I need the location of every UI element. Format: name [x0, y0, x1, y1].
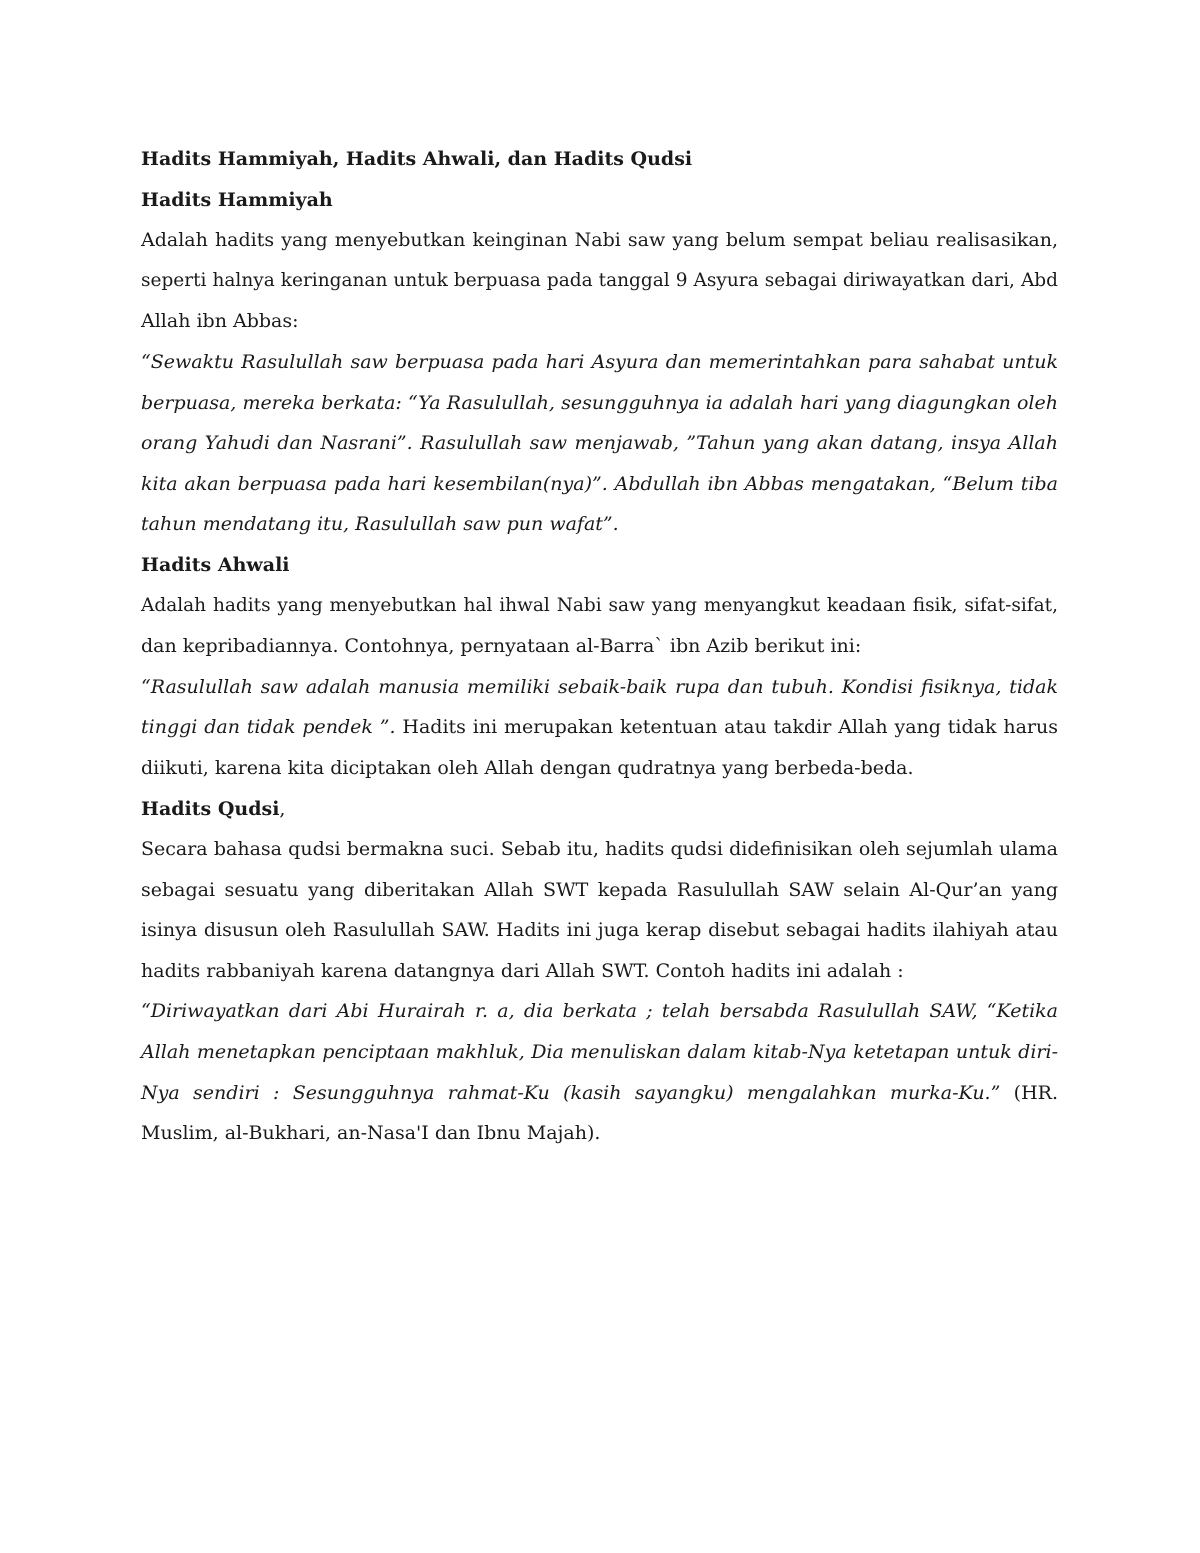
- qudsi-body-line: isinya disusun oleh Rasulullah SAW. Hadits ini juga kerap disebut sebagai hadits ilahiyah atau: [141, 919, 1058, 942]
- hammiyah-quote-line: “Sewaktu Rasulullah saw berpuasa pada hari Asyura dan memerintahkan para sahabat untuk: [141, 350, 1058, 373]
- heading-qudsi-line: [141, 789, 1058, 830]
- hammiyah-body-line: seperti halnya keringanan untuk berpuasa pada tanggal 9 Asyura sebagai diriwayatkan dari, Abd: [141, 269, 1058, 291]
- ahwali-body-line: dan kepribadiannya. Contohnya, pernyataan al-Barra` ibn Azib berikut ini:: [141, 635, 862, 658]
- hammiyah-quote-line: tahun mendatang itu, Rasulullah saw pun wafat”.: [141, 513, 619, 536]
- ahwali-mixed-line: [141, 707, 1058, 748]
- qudsi-body-line: sebagai sesuatu yang diberitakan Allah SWT kepada Rasulullah SAW selain Al-Qur’an yang: [141, 878, 1058, 901]
- qudsi-mixed-line: [141, 1073, 1058, 1114]
- qudsi-citation-start: (HR.: [1000, 1081, 1058, 1104]
- document-title: Hadits Hammiyah, Hadits Ahwali, dan Hadits Qudsi: [141, 148, 693, 170]
- qudsi-quote-line: “Diriwayatkan dari Abi Hurairah r. a, dia berkata ; telah bersabda Rasulullah SAW, “Ketika: [141, 1000, 1058, 1023]
- hammiyah-body-line: Allah ibn Abbas:: [141, 310, 299, 333]
- ahwali-body-line: diikuti, karena kita diciptakan oleh Allah dengan qudratnya yang berbeda-beda.: [141, 756, 914, 779]
- qudsi-quote-line: Allah menetapkan penciptaan makhluk, Dia menuliskan dalam kitab-Nya ketetapan untuk diri-: [141, 1041, 1058, 1064]
- ahwali-body-line: Adalah hadits yang menyebutkan hal ihwal Nabi saw yang menyangkut keadaan fisik, sifat-sifat,: [141, 594, 1058, 616]
- hammiyah-quote-line: kita akan berpuasa pada hari kesembilan(nya)”. Abdullah ibn Abbas mengatakan, “Belum tiba: [141, 472, 1058, 495]
- qudsi-body-line: hadits rabbaniyah karena datangnya dari Allah SWT. Contoh hadits ini adalah :: [141, 959, 904, 982]
- hammiyah-quote-line: berpuasa, mereka berkata: “Ya Rasulullah, sesungguhnya ia adalah hari yang diagungkan oleh: [141, 391, 1058, 414]
- ahwali-quote-end: tinggi dan tidak pendek ”.: [141, 716, 396, 739]
- document-page: [141, 139, 1058, 1154]
- hammiyah-quote-line: orang Yahudi dan Nasrani”. Rasulullah saw menjawab, ”Tahun yang akan datang, insya Allah: [141, 432, 1058, 455]
- ahwali-comment: Hadits ini merupakan ketentuan atau takdir Allah yang tidak harus: [395, 716, 1058, 739]
- qudsi-citation: Muslim, al-Bukhari, an-Nasa'I dan Ibnu Majah).: [141, 1122, 601, 1145]
- heading-hammiyah: Hadits Hammiyah: [141, 188, 333, 211]
- heading-qudsi: Hadits Qudsi: [141, 797, 280, 820]
- ahwali-quote-line: “Rasulullah saw adalah manusia memiliki sebaik-baik rupa dan tubuh. Kondisi fisiknya, tidak: [141, 675, 1058, 698]
- heading-qudsi-comma: ,: [279, 797, 286, 820]
- heading-ahwali: Hadits Ahwali: [141, 553, 290, 576]
- qudsi-body-line: Secara bahasa qudsi bermakna suci. Sebab itu, hadits qudsi didefinisikan oleh sejumlah ulama: [141, 838, 1058, 861]
- qudsi-quote-end: Nya sendiri : Sesungguhnya rahmat-Ku (kasih sayangku) mengalahkan murka-Ku.”: [141, 1081, 1001, 1104]
- hammiyah-body-line: Adalah hadits yang menyebutkan keinginan Nabi saw yang belum sempat beliau realisasikan,: [141, 229, 1058, 252]
